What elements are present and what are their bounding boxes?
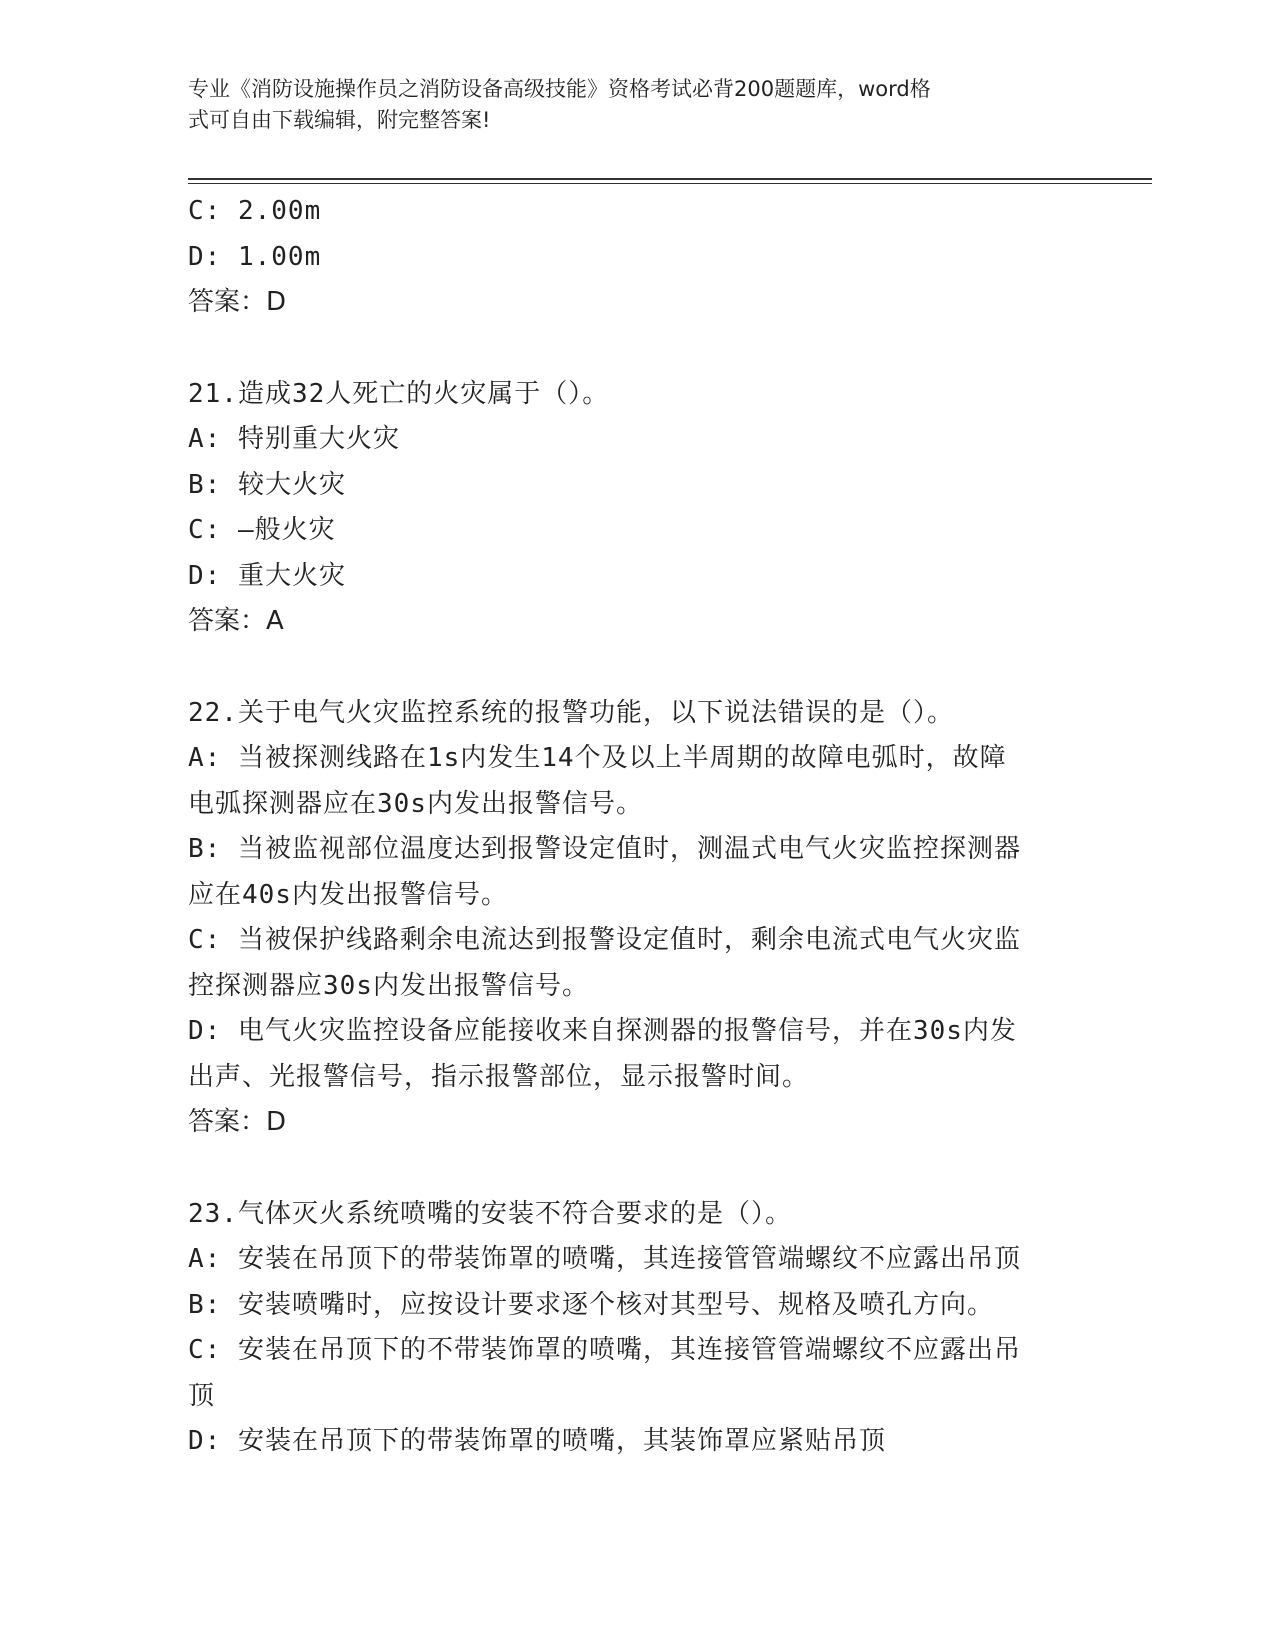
option-a-line-1: A: 当被探测线路在1s内发生14个及以上半周期的故障电弧时，故障 xyxy=(188,743,1007,773)
option-d: D: 重大火灾 xyxy=(188,560,346,591)
option-d-line-2: 出声、光报警信号，指示报警部位，显示报警时间。 xyxy=(188,1061,810,1092)
option-c: C: —般火灾 xyxy=(188,515,336,545)
option-a: A: 安装在吊顶下的带装饰罩的喷嘴，其连接管管端螺纹不应露出吊顶 xyxy=(188,1244,1021,1274)
question-21 xyxy=(188,372,1088,645)
answer: 答案：D xyxy=(188,287,287,317)
option-a: A: 特别重大火灾 xyxy=(188,424,400,454)
document-body xyxy=(188,189,1088,1465)
previous-question-tail xyxy=(188,189,1088,326)
option-b-line-2: 应在40s内发出报警信号。 xyxy=(188,879,508,910)
option-d: D: 安装在吊顶下的带装饰罩的喷嘴，其装饰罩应紧贴吊顶 xyxy=(188,1426,886,1456)
answer: 答案：D xyxy=(188,1107,287,1137)
option-a-line-2: 电弧探测器应在30s内发出报警信号。 xyxy=(188,788,643,819)
header-rule-thick xyxy=(188,178,1152,180)
spacer xyxy=(188,326,1088,372)
spacer xyxy=(188,645,1088,691)
question-23 xyxy=(188,1192,1088,1465)
option-d-line-1: D: 电气火灾监控设备应能接收来自探测器的报警信号，并在30s内发 xyxy=(188,1016,1017,1046)
document-header xyxy=(188,74,1068,136)
option-b: B: 较大火灾 xyxy=(188,469,346,500)
option-c-line-2: 控探测器应30s内发出报警信号。 xyxy=(188,970,589,1001)
option-c: C: 2.00m xyxy=(188,196,322,226)
header-rule-thin xyxy=(188,183,1152,184)
option-b: B: 安装喷嘴时，应按设计要求逐个核对其型号、规格及喷孔方向。 xyxy=(188,1289,994,1320)
option-c-line-1: C: 当被保护线路剩余电流达到报警设定值时，剩余电流式电气火灾监 xyxy=(188,925,1021,955)
option-c-line-1: C: 安装在吊顶下的不带装饰罩的喷嘴，其连接管管端螺纹不应露出吊 xyxy=(188,1335,1021,1365)
question-22 xyxy=(188,691,1088,1146)
question-text: 21.造成32人死亡的火灾属于（）。 xyxy=(188,378,610,409)
header-line-2: 式可自由下载编辑，附完整答案! xyxy=(188,108,491,132)
question-text: 22.关于电气火灾监控系统的报警功能，以下说法错误的是（）。 xyxy=(188,697,954,728)
spacer xyxy=(188,1146,1088,1192)
header-line-1: 专业《消防设施操作员之消防设备高级技能》资格考试必背200题题库，word格 xyxy=(188,77,931,101)
option-b-line-1: B: 当被监视部位温度达到报警设定值时，测温式电气火灾监控探测器 xyxy=(188,834,1021,864)
option-c-line-2: 顶 xyxy=(188,1380,216,1411)
answer: 答案：A xyxy=(188,606,284,636)
question-text: 23.气体灭火系统喷嘴的安装不符合要求的是（）。 xyxy=(188,1198,792,1229)
option-d: D: 1.00m xyxy=(188,241,322,272)
